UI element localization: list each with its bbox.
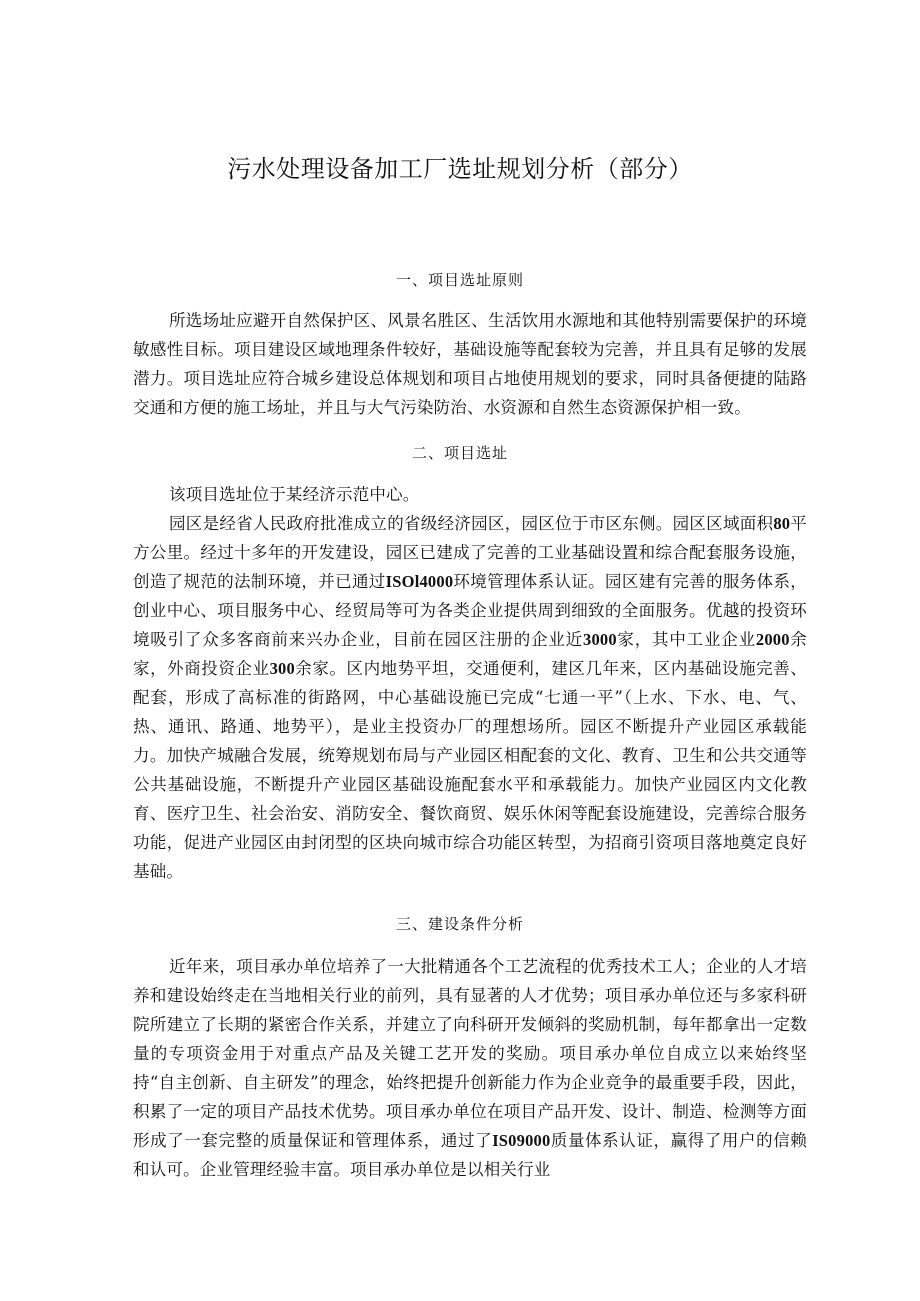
iso14000-label: ISOl4000 [385, 572, 454, 591]
foreign-enterprise-count: 300 [269, 659, 295, 678]
section-2-paragraph-1: 该项目选址位于某经济示范中心。 [169, 485, 420, 504]
section-heading-3: 三、建设条件分析 [395, 915, 524, 933]
section-3-paragraph-1: 近年来，项目承办单位培养了一大批精通各个工艺流程的优秀技术工人；企业的人才培养和建设始终走在当地相关行业的前列，具有显著的人才优势；项目承办单位还与多家科研院所建立了长期的紧密合作关系，并建立了向科研开发倾斜的奖励机制，每年都拿出一定数量的专项资金用于对重点产品及关键工艺开发的奖励。项目承办单位自成立以来始终坚持“自主创新、自主研发”的理念，始终把提升创新能力作为企业竞争的最重要手段，因此，积累了一定的项目产品技术优势。项目承办单位在项目产品开发、设计、制造、检测等方面形成了一套完整的质量保证和管理体系，通过了IS09000质量体系认证，赢得了用户的信赖和认可。企业管理经验丰富。项目承办单位是以相关行业 [133, 957, 807, 1179]
section-heading-2: 二、项目选址 [411, 444, 508, 462]
section-1-paragraph-1: 所选场址应避开自然保护区、风景名胜区、生活饮用水源地和其他特别需要保护的环境敏感性目标。项目建设区域地理条件较好，基础设施等配套较为完善，并且具有足够的发展潜力。项目选址应符合城乡建设总体规划和项目占地使用规划的要求，同时具备便捷的陆路交通和方便的施工场址，并且与大气污染防治、水资源和自然生态资源保护相一致。 [133, 311, 807, 417]
document-title: 污水处理设备加工厂选址规划分析（部分） [227, 155, 693, 183]
section-2-paragraph-2: 园区是经省人民政府批准成立的省级经济园区，园区位于市区东侧。园区区域面积80平方公里。经过十多年的开发建设，园区已建成了完善的工业基础设置和综合配套服务设施，创造了规范的法制环境，并已通过ISOl4000环境管理体系认证。园区建有完善的服务体系，创业中心、项目服务中心、经贸局等可为各类企业提供周到细致的全面服务。优越的投资环境吸引了众多客商前来兴办企业，目前在园区注册的企业近3000家，其中工业企业2000余家，外商投资企业300余家。区内地势平坦，交通便利，建区几年来，区内基础设施完善、配套，形成了高标准的街路网，中心基础设施已完成“七通一平”（上水、下水、电、气、热、通讯、路通、地势平），是业主投资办厂的理想场所。园区不断提升产业园区承载能力。加快产城融合发展，统筹规划布局与产业园区相配套的文化、教育、卫生和公共交通等公共基础设施，不断提升产业园区基础设施配套水平和承载能力。加快产业园区内文化教育、医疗卫生、社会治安、消防安全、餐饮商贸、娱乐休闲等配套设施建设，完善综合服务功能，促进产业园区由封闭型的区块向城市综合功能区转型，为招商引资项目落地奠定良好基础。 [133, 514, 808, 881]
area-value: 80 [773, 514, 791, 533]
enterprise-count: 3000 [583, 630, 617, 649]
section-heading-1: 一、项目选址原则 [395, 271, 524, 289]
iso9000-label: IS09000 [492, 1131, 551, 1150]
industrial-enterprise-count: 2000 [755, 630, 790, 649]
